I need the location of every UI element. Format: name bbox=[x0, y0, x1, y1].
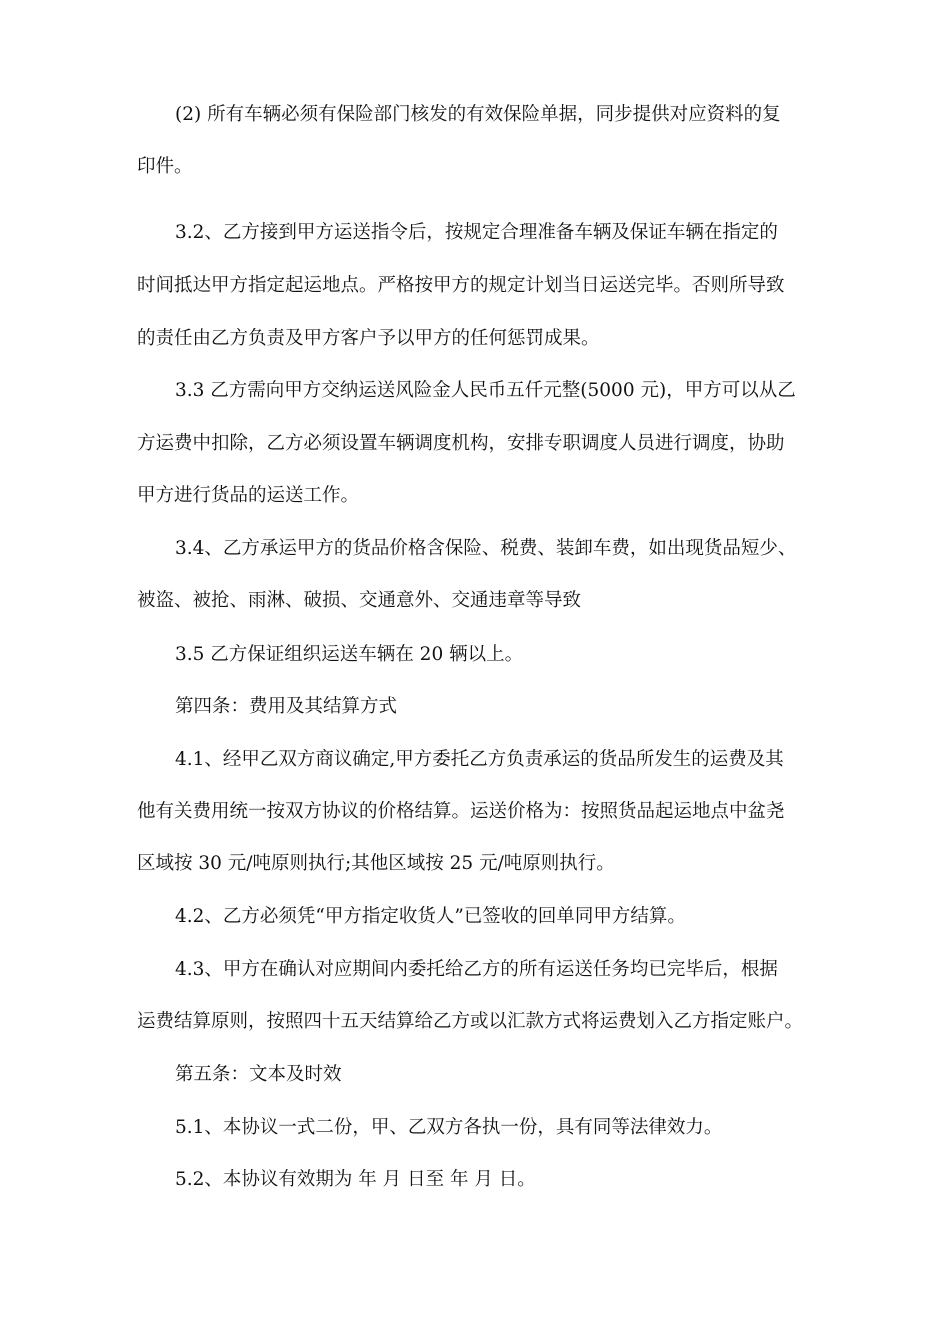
paragraph-line: 被盗、被抢、雨淋、破损、交通意外、交通违章等导致 bbox=[137, 590, 582, 611]
paragraph-line: 5.1、本协议一式二份，甲、乙双方各执一份，具有同等法律效力。 bbox=[175, 1117, 723, 1138]
paragraph-line: 3.2、乙方接到甲方运送指令后，按规定合理准备车辆及保证车辆在指定的 bbox=[175, 222, 778, 243]
paragraph-line: 运费结算原则，按照四十五天结算给乙方或以汇款方式将运费划入乙方指定账户。 bbox=[137, 1011, 804, 1032]
paragraph-line: 4.3、甲方在确认对应期间内委托给乙方的所有运送任务均已完毕后，根据 bbox=[175, 959, 778, 980]
paragraph-line: 他有关费用统一按双方协议的价格结算。运送价格为：按照货品起运地点中盆尧 bbox=[137, 801, 785, 822]
paragraph-line: 印件。 bbox=[137, 156, 193, 177]
paragraph-line: 甲方进行货品的运送工作。 bbox=[137, 485, 360, 506]
paragraph-line: 5.2、本协议有效期为 年 月 日至 年 月 日。 bbox=[175, 1169, 536, 1190]
paragraph-line: 时间抵达甲方指定起运地点。严格按甲方的规定计划当日运送完毕。否则所导致 bbox=[137, 275, 785, 296]
paragraph-line: 3.4、乙方承运甲方的货品价格含保险、税费、装卸车费，如出现货品短少、 bbox=[175, 538, 797, 559]
paragraph-line: 的责任由乙方负责及甲方客户予以甲方的任何惩罚成果。 bbox=[137, 328, 600, 349]
paragraph-line: 3.3 乙方需向甲方交纳运送风险金人民币五仟元整(5000 元)，甲方可以从乙 bbox=[175, 380, 796, 401]
paragraph-line: 区域按 30 元/吨原则执行;其他区域按 25 元/吨原则执行。 bbox=[137, 853, 615, 874]
paragraph-line: 3.5 乙方保证组织运送车辆在 20 辆以上。 bbox=[175, 644, 524, 665]
paragraph-line: 4.1、经甲乙双方商议确定,甲方委托乙方负责承运的货品所发生的运费及其 bbox=[175, 749, 784, 770]
section-heading: 第四条：费用及其结算方式 bbox=[175, 696, 398, 717]
paragraph-line: 4.2、乙方必须凭“甲方指定收货人”已签收的回单同甲方结算。 bbox=[175, 906, 686, 927]
section-heading: 第五条：文本及时效 bbox=[175, 1064, 342, 1085]
paragraph-line: (2) 所有车辆必须有保险部门核发的有效保险单据，同步提供对应资料的复 bbox=[175, 104, 781, 125]
paragraph-line: 方运费中扣除，乙方必须设置车辆调度机构，安排专职调度人员进行调度，协助 bbox=[137, 433, 785, 454]
